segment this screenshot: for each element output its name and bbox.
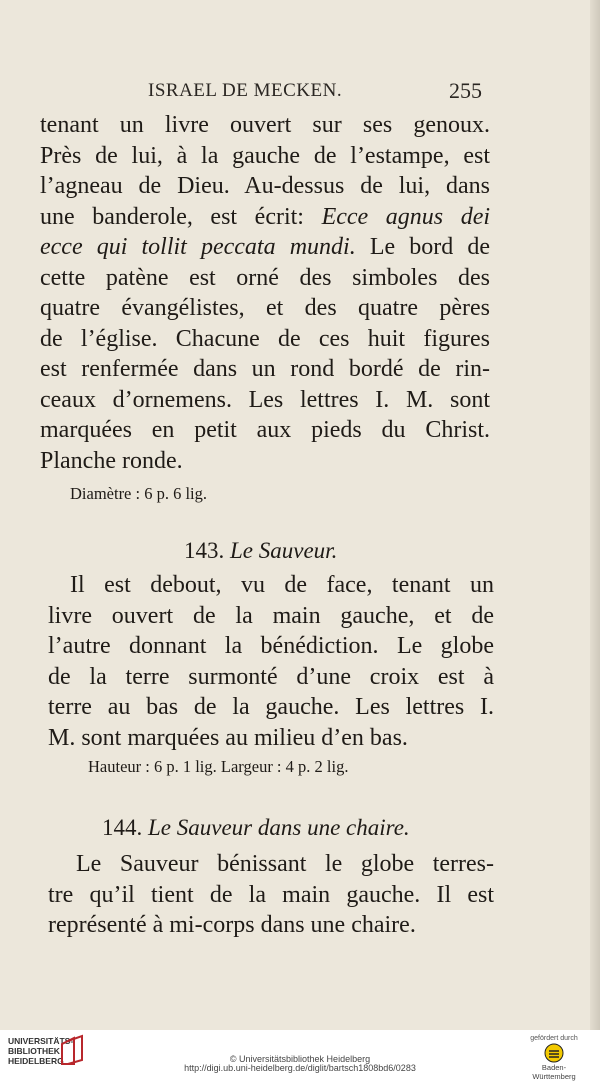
entry-heading <box>184 538 490 564</box>
text-line: tenant un livre ouvert sur ses genoux. <box>40 112 490 138</box>
text-line: cette patène est orné des simboles des <box>40 264 490 291</box>
funder-name: Baden-Württemberg <box>532 1063 576 1081</box>
permalink-url[interactable]: http://digi.ub.uni-heidelberg.de/diglit/bartsch1808bd6/0283 <box>184 1063 416 1073</box>
copyright-notice: © Universitätsbibliothek Heidelberg <box>229 1054 371 1064</box>
text-line: l’autre donnant la bénédiction. Le globe <box>48 633 494 659</box>
text-line: Près de lui, à la gauche de l’estampe, est <box>40 142 490 169</box>
text-line: de la terre surmonté d’une croix est à <box>48 663 494 690</box>
text-line: ceaux d’ornemens. Les lettres I. M. sont <box>40 386 490 413</box>
latin-quote: Ecce agnus dei <box>321 203 491 230</box>
page-body <box>40 110 494 941</box>
logo-text-line: UNIVERSITÄTS- <box>8 1036 74 1046</box>
measurement-line: Diamètre : 6 p. 6 lig. <box>70 484 208 503</box>
text-line: terre au bas de la gauche. Les lettres I. <box>48 694 494 720</box>
page-number: 255 <box>449 78 482 103</box>
text-line <box>40 232 490 263</box>
entry-heading <box>102 815 490 841</box>
text-line: marquées en petit aux pieds du Christ. <box>40 417 490 443</box>
baden-wuerttemberg-crest-icon <box>544 1043 564 1063</box>
latin-quote: ecce qui tollit peccata mundi. <box>40 234 356 260</box>
text-line: représenté à mi-corps dans une chaire. <box>48 912 416 938</box>
text-line: est renfermée dans un rond bordé de rin- <box>40 356 490 382</box>
logo-text-line: HEIDELBERG <box>8 1056 64 1066</box>
entry-title: Le Sauveur dans une chaire. <box>148 815 410 840</box>
text-line: tre qu’il tient de la main gauche. Il est <box>48 881 494 908</box>
text-line: M. sont marquées au milieu d’en bas. <box>48 724 408 751</box>
text-line: Il est debout, vu de face, tenant un <box>70 572 494 598</box>
funded-by-label: gefördert durch <box>530 1035 578 1042</box>
text-segment: une banderole, est écrit: <box>40 203 304 230</box>
text-line: Le Sauveur bénissant le globe terres- <box>76 851 494 877</box>
entry-title: Le Sauveur. <box>230 538 338 563</box>
logo-text-line: BIBLIOTHEK <box>8 1046 60 1056</box>
text-line: Planche ronde. <box>40 447 183 474</box>
text-line <box>40 202 490 233</box>
text-segment: Le bord de <box>355 234 490 260</box>
running-title: ISRAEL DE MECKEN. <box>148 80 343 101</box>
text-line: de l’église. Chacune de ces huit figures <box>40 325 490 352</box>
entry-number: 143. <box>184 538 225 563</box>
measurement-line: Hauteur : 6 p. 1 lig. Largeur : 4 p. 2 lig. <box>88 757 349 776</box>
entry-number: 144. <box>102 815 143 840</box>
text-line: quatre évangélistes, et des quatre pères <box>40 295 490 321</box>
text-line: l’agneau de Dieu. Au-dessus de lui, dans <box>40 173 490 199</box>
page-header <box>148 78 488 108</box>
text-line: livre ouvert de la main gauche, et de <box>48 602 494 629</box>
